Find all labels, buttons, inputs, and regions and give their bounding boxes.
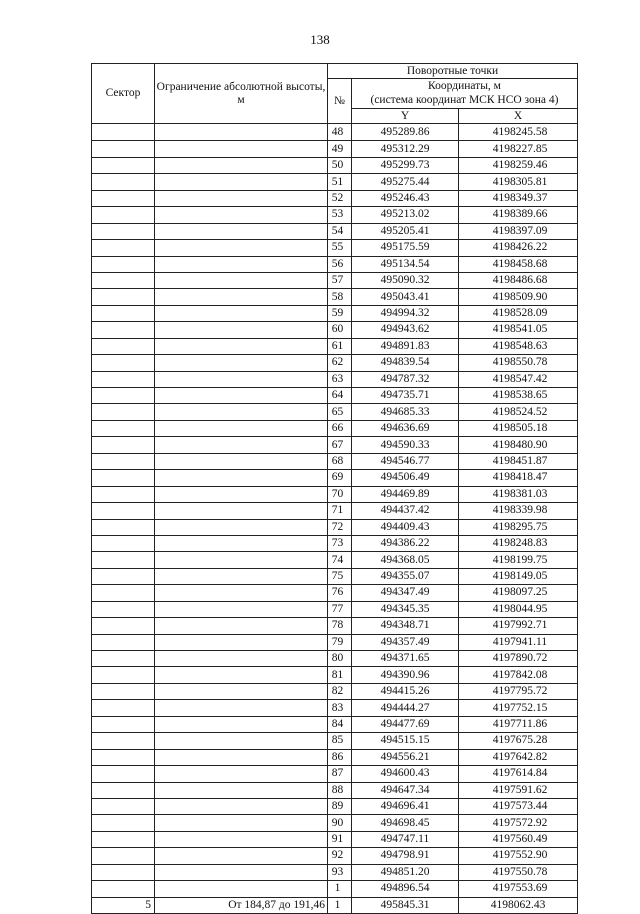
coordinate-y: 495213.02 xyxy=(352,207,459,223)
table-row xyxy=(92,124,578,141)
altitude-limit-cell xyxy=(155,437,328,453)
coordinate-y: 494506.49 xyxy=(352,470,459,486)
point-number: 88 xyxy=(328,782,352,798)
table-row xyxy=(92,749,578,765)
sector-cell xyxy=(92,881,155,897)
coordinate-y: 494386.22 xyxy=(352,535,459,551)
coordinate-x: 4198349.37 xyxy=(459,190,578,206)
point-number: 86 xyxy=(328,749,352,765)
coordinate-x: 4197591.62 xyxy=(459,782,578,798)
coordinate-y: 495275.44 xyxy=(352,174,459,190)
sector-cell xyxy=(92,355,155,371)
coordinate-y: 495043.41 xyxy=(352,289,459,305)
sector-cell xyxy=(92,190,155,206)
table-row xyxy=(92,618,578,634)
coordinate-y: 494698.45 xyxy=(352,815,459,831)
sector-cell xyxy=(92,305,155,321)
altitude-limit-cell xyxy=(155,420,328,436)
table-row xyxy=(92,190,578,206)
sector-cell xyxy=(92,766,155,782)
coordinate-x: 4197642.82 xyxy=(459,749,578,765)
altitude-limit-cell xyxy=(155,864,328,880)
coordinate-y: 494798.91 xyxy=(352,848,459,864)
table-row xyxy=(92,420,578,436)
altitude-limit-cell xyxy=(155,634,328,650)
coordinate-x: 4198381.03 xyxy=(459,486,578,502)
coordinate-x: 4198480.90 xyxy=(459,437,578,453)
point-number: 55 xyxy=(328,240,352,256)
sector-cell xyxy=(92,601,155,617)
altitude-limit-cell xyxy=(155,486,328,502)
table-row xyxy=(92,141,578,157)
altitude-limit-cell xyxy=(155,503,328,519)
coordinate-x: 4198339.98 xyxy=(459,503,578,519)
coordinate-x: 4197795.72 xyxy=(459,683,578,699)
header-x: X xyxy=(459,109,578,124)
coordinate-x: 4197614.84 xyxy=(459,766,578,782)
altitude-limit-cell xyxy=(155,700,328,716)
coordinate-x: 4197711.86 xyxy=(459,716,578,732)
header-sector: Сектор xyxy=(92,64,155,124)
sector-cell xyxy=(92,289,155,305)
point-number: 90 xyxy=(328,815,352,831)
coordinate-x: 4197992.71 xyxy=(459,618,578,634)
coordinate-y: 494647.34 xyxy=(352,782,459,798)
point-number: 66 xyxy=(328,420,352,436)
table-row xyxy=(92,470,578,486)
table-row xyxy=(92,338,578,354)
altitude-limit-cell xyxy=(155,601,328,617)
altitude-limit-cell xyxy=(155,338,328,354)
sector-cell xyxy=(92,404,155,420)
sector-cell xyxy=(92,256,155,272)
coordinate-y: 494851.20 xyxy=(352,864,459,880)
table-row xyxy=(92,453,578,469)
sector-cell xyxy=(92,519,155,535)
point-number: 52 xyxy=(328,190,352,206)
table-row xyxy=(92,568,578,584)
coordinate-x: 4198418.47 xyxy=(459,470,578,486)
point-number: 63 xyxy=(328,371,352,387)
table-row xyxy=(92,272,578,288)
coordinate-y: 495299.73 xyxy=(352,157,459,173)
altitude-limit-cell xyxy=(155,157,328,173)
altitude-limit-cell xyxy=(155,322,328,338)
coordinate-x: 4197552.90 xyxy=(459,848,578,864)
point-number: 68 xyxy=(328,453,352,469)
altitude-limit-cell xyxy=(155,519,328,535)
table-row xyxy=(92,798,578,814)
table-row xyxy=(92,256,578,272)
coordinate-y: 495134.54 xyxy=(352,256,459,272)
table-row xyxy=(92,766,578,782)
coordinate-x: 4198397.09 xyxy=(459,223,578,239)
point-number: 56 xyxy=(328,256,352,272)
sector-cell xyxy=(92,453,155,469)
coordinate-y: 495845.31 xyxy=(352,897,459,913)
coordinate-y: 494556.21 xyxy=(352,749,459,765)
altitude-limit-cell xyxy=(155,388,328,404)
table-row xyxy=(92,223,578,239)
coordinate-y: 494357.49 xyxy=(352,634,459,650)
table-row xyxy=(92,815,578,831)
table-row xyxy=(92,519,578,535)
sector-cell xyxy=(92,782,155,798)
coordinate-y: 494348.71 xyxy=(352,618,459,634)
altitude-limit-cell xyxy=(155,190,328,206)
coordinate-y: 494943.62 xyxy=(352,322,459,338)
table-row xyxy=(92,486,578,502)
altitude-limit-cell xyxy=(155,815,328,831)
coordinate-x: 4198295.75 xyxy=(459,519,578,535)
table-row xyxy=(92,174,578,190)
point-number: 81 xyxy=(328,667,352,683)
sector-cell xyxy=(92,388,155,404)
point-number: 78 xyxy=(328,618,352,634)
altitude-limit-cell xyxy=(155,453,328,469)
table-row xyxy=(92,634,578,650)
coordinate-y: 494437.42 xyxy=(352,503,459,519)
table-row xyxy=(92,700,578,716)
coordinate-y: 494839.54 xyxy=(352,355,459,371)
header-turning-points: Поворотные точки xyxy=(328,64,578,79)
coordinate-y: 494600.43 xyxy=(352,766,459,782)
altitude-limit-cell xyxy=(155,733,328,749)
table-row xyxy=(92,716,578,732)
coordinate-x: 4198547.42 xyxy=(459,371,578,387)
table-row xyxy=(92,848,578,864)
coordinate-x: 4198227.85 xyxy=(459,141,578,157)
point-number: 87 xyxy=(328,766,352,782)
sector-cell xyxy=(92,815,155,831)
coordinate-y: 494345.35 xyxy=(352,601,459,617)
point-number: 60 xyxy=(328,322,352,338)
coordinate-y: 494787.32 xyxy=(352,371,459,387)
table-row xyxy=(92,585,578,601)
coordinate-x: 4197560.49 xyxy=(459,831,578,847)
table-row xyxy=(92,552,578,568)
sector-cell xyxy=(92,568,155,584)
sector-cell xyxy=(92,667,155,683)
coordinate-x: 4198524.52 xyxy=(459,404,578,420)
point-number: 62 xyxy=(328,355,352,371)
altitude-limit-cell xyxy=(155,798,328,814)
point-number: 75 xyxy=(328,568,352,584)
sector-cell xyxy=(92,716,155,732)
point-number: 79 xyxy=(328,634,352,650)
coordinate-x: 4197553.69 xyxy=(459,881,578,897)
coordinate-x: 4198389.66 xyxy=(459,207,578,223)
coordinate-x: 4197550.78 xyxy=(459,864,578,880)
sector-cell xyxy=(92,683,155,699)
coordinate-y: 494636.69 xyxy=(352,420,459,436)
sector-number: 5 xyxy=(92,897,155,913)
sector-cell xyxy=(92,831,155,847)
sector-cell xyxy=(92,552,155,568)
point-number: 71 xyxy=(328,503,352,519)
table-row xyxy=(92,601,578,617)
coordinate-y: 494469.89 xyxy=(352,486,459,502)
sector-cell xyxy=(92,585,155,601)
coordinate-x: 4198528.09 xyxy=(459,305,578,321)
coordinate-y: 494747.11 xyxy=(352,831,459,847)
altitude-limit: От 184,87 до 191,46 xyxy=(155,897,328,913)
altitude-limit-cell xyxy=(155,371,328,387)
sector-cell xyxy=(92,272,155,288)
header-coordinate-system: (система координат МСК НСО зона 4) xyxy=(352,94,578,109)
coordinates-table xyxy=(91,63,578,914)
altitude-limit-cell xyxy=(155,207,328,223)
sector-cell xyxy=(92,618,155,634)
point-number: 85 xyxy=(328,733,352,749)
altitude-limit-cell xyxy=(155,124,328,141)
point-number: 69 xyxy=(328,470,352,486)
coordinate-y: 494590.33 xyxy=(352,437,459,453)
table-row xyxy=(92,437,578,453)
point-number: 77 xyxy=(328,601,352,617)
point-number: 70 xyxy=(328,486,352,502)
point-number: 80 xyxy=(328,651,352,667)
altitude-limit-cell xyxy=(155,272,328,288)
coordinate-y: 494390.96 xyxy=(352,667,459,683)
coordinate-x: 4197941.11 xyxy=(459,634,578,650)
point-number: 58 xyxy=(328,289,352,305)
coordinate-y: 494477.69 xyxy=(352,716,459,732)
sector-cell xyxy=(92,322,155,338)
sector-cell xyxy=(92,470,155,486)
altitude-limit-cell xyxy=(155,831,328,847)
altitude-limit-cell xyxy=(155,552,328,568)
altitude-limit-cell xyxy=(155,305,328,321)
altitude-limit-cell xyxy=(155,568,328,584)
altitude-limit-cell xyxy=(155,766,328,782)
sector-cell xyxy=(92,124,155,141)
coordinate-x: 4198044.95 xyxy=(459,601,578,617)
coordinate-x: 4198062.43 xyxy=(459,897,578,913)
point-number: 76 xyxy=(328,585,352,601)
point-number: 51 xyxy=(328,174,352,190)
point-number: 53 xyxy=(328,207,352,223)
point-number: 84 xyxy=(328,716,352,732)
coordinate-x: 4198426.22 xyxy=(459,240,578,256)
coordinate-y: 494994.32 xyxy=(352,305,459,321)
point-number: 1 xyxy=(328,881,352,897)
table-row xyxy=(92,157,578,173)
coordinate-x: 4198259.46 xyxy=(459,157,578,173)
point-number: 49 xyxy=(328,141,352,157)
altitude-limit-cell xyxy=(155,651,328,667)
header-coordinates-title: Координаты, м xyxy=(352,79,578,94)
coordinate-y: 494891.83 xyxy=(352,338,459,354)
coordinate-y: 495312.29 xyxy=(352,141,459,157)
point-number: 64 xyxy=(328,388,352,404)
altitude-limit-cell xyxy=(155,716,328,732)
point-number: 54 xyxy=(328,223,352,239)
point-number: 1 xyxy=(328,897,352,913)
coordinate-x: 4198245.58 xyxy=(459,124,578,141)
table-row xyxy=(92,404,578,420)
table-row xyxy=(92,881,578,897)
point-number: 74 xyxy=(328,552,352,568)
table-row xyxy=(92,651,578,667)
point-number: 72 xyxy=(328,519,352,535)
header-y: Y xyxy=(352,109,459,124)
coordinate-y: 494368.05 xyxy=(352,552,459,568)
altitude-limit-cell xyxy=(155,618,328,634)
table-row xyxy=(92,535,578,551)
altitude-limit-cell xyxy=(155,782,328,798)
coordinate-x: 4198199.75 xyxy=(459,552,578,568)
coordinate-x: 4198486.68 xyxy=(459,272,578,288)
header-altitude-limit: Ограничение абсолютной высоты, м xyxy=(155,64,328,124)
sector-cell xyxy=(92,700,155,716)
sector-cell xyxy=(92,371,155,387)
coordinate-y: 494444.27 xyxy=(352,700,459,716)
coordinate-x: 4198458.68 xyxy=(459,256,578,272)
coordinate-y: 494347.49 xyxy=(352,585,459,601)
sector-cell xyxy=(92,503,155,519)
coordinate-x: 4198451.87 xyxy=(459,453,578,469)
sector-cell xyxy=(92,651,155,667)
header-number: № xyxy=(328,79,352,124)
coordinate-y: 494696.41 xyxy=(352,798,459,814)
table-row xyxy=(92,667,578,683)
point-number: 91 xyxy=(328,831,352,847)
point-number: 83 xyxy=(328,700,352,716)
coordinate-y: 494371.65 xyxy=(352,651,459,667)
sector-cell xyxy=(92,634,155,650)
coordinate-x: 4198550.78 xyxy=(459,355,578,371)
altitude-limit-cell xyxy=(155,240,328,256)
altitude-limit-cell xyxy=(155,174,328,190)
sector-cell xyxy=(92,749,155,765)
point-number: 89 xyxy=(328,798,352,814)
sector-cell xyxy=(92,535,155,551)
coordinate-y: 494735.71 xyxy=(352,388,459,404)
coordinate-x: 4198097.25 xyxy=(459,585,578,601)
altitude-limit-cell xyxy=(155,355,328,371)
point-number: 65 xyxy=(328,404,352,420)
sector-cell xyxy=(92,240,155,256)
sector-cell xyxy=(92,157,155,173)
table-row xyxy=(92,305,578,321)
altitude-limit-cell xyxy=(155,848,328,864)
coordinate-y: 494409.43 xyxy=(352,519,459,535)
coordinate-y: 495175.59 xyxy=(352,240,459,256)
sector-cell xyxy=(92,141,155,157)
altitude-limit-cell xyxy=(155,667,328,683)
table-row xyxy=(92,371,578,387)
coordinate-x: 4198505.18 xyxy=(459,420,578,436)
coordinate-x: 4197752.15 xyxy=(459,700,578,716)
coordinate-x: 4197572.92 xyxy=(459,815,578,831)
coordinate-y: 495246.43 xyxy=(352,190,459,206)
point-number: 48 xyxy=(328,124,352,141)
coordinate-y: 495289.86 xyxy=(352,124,459,141)
coordinate-x: 4198509.90 xyxy=(459,289,578,305)
altitude-limit-cell xyxy=(155,683,328,699)
table-row xyxy=(92,322,578,338)
coordinate-x: 4198548.63 xyxy=(459,338,578,354)
sector-cell xyxy=(92,338,155,354)
altitude-limit-cell xyxy=(155,141,328,157)
coordinate-y: 494685.33 xyxy=(352,404,459,420)
altitude-limit-cell xyxy=(155,470,328,486)
table-row xyxy=(92,207,578,223)
sector-cell xyxy=(92,207,155,223)
coordinate-x: 4197842.08 xyxy=(459,667,578,683)
coordinate-x: 4198305.81 xyxy=(459,174,578,190)
table-row xyxy=(92,289,578,305)
point-number: 92 xyxy=(328,848,352,864)
sector-cell xyxy=(92,848,155,864)
point-number: 73 xyxy=(328,535,352,551)
altitude-limit-cell xyxy=(155,256,328,272)
coordinate-y: 494415.26 xyxy=(352,683,459,699)
point-number: 57 xyxy=(328,272,352,288)
point-number: 82 xyxy=(328,683,352,699)
sector-cell xyxy=(92,864,155,880)
table-row xyxy=(92,355,578,371)
coordinate-y: 494896.54 xyxy=(352,881,459,897)
coordinate-x: 4198149.05 xyxy=(459,568,578,584)
point-number: 59 xyxy=(328,305,352,321)
point-number: 61 xyxy=(328,338,352,354)
sector-cell xyxy=(92,486,155,502)
sector-cell xyxy=(92,223,155,239)
coordinate-y: 495205.41 xyxy=(352,223,459,239)
point-number: 50 xyxy=(328,157,352,173)
table-row xyxy=(92,733,578,749)
coordinate-x: 4197573.44 xyxy=(459,798,578,814)
coordinate-y: 495090.32 xyxy=(352,272,459,288)
altitude-limit-cell xyxy=(155,404,328,420)
coordinate-x: 4198538.65 xyxy=(459,388,578,404)
table-row xyxy=(92,503,578,519)
coordinate-x: 4198248.83 xyxy=(459,535,578,551)
table-row xyxy=(92,897,578,913)
sector-cell xyxy=(92,798,155,814)
coordinate-y: 494546.77 xyxy=(352,453,459,469)
altitude-limit-cell xyxy=(155,585,328,601)
coordinate-y: 494355.07 xyxy=(352,568,459,584)
sector-cell xyxy=(92,733,155,749)
altitude-limit-cell xyxy=(155,289,328,305)
sector-cell xyxy=(92,437,155,453)
table-row xyxy=(92,782,578,798)
point-number: 93 xyxy=(328,864,352,880)
table-row xyxy=(92,683,578,699)
table-row xyxy=(92,240,578,256)
page-number: 138 xyxy=(310,32,330,47)
point-number: 67 xyxy=(328,437,352,453)
altitude-limit-cell xyxy=(155,881,328,897)
table-row xyxy=(92,831,578,847)
table-row xyxy=(92,864,578,880)
sector-cell xyxy=(92,174,155,190)
table-row xyxy=(92,388,578,404)
coordinate-x: 4198541.05 xyxy=(459,322,578,338)
coordinate-y: 494515.15 xyxy=(352,733,459,749)
altitude-limit-cell xyxy=(155,749,328,765)
coordinate-x: 4197675.28 xyxy=(459,733,578,749)
altitude-limit-cell xyxy=(155,535,328,551)
altitude-limit-cell xyxy=(155,223,328,239)
sector-cell xyxy=(92,420,155,436)
coordinate-x: 4197890.72 xyxy=(459,651,578,667)
table-body xyxy=(92,124,578,914)
